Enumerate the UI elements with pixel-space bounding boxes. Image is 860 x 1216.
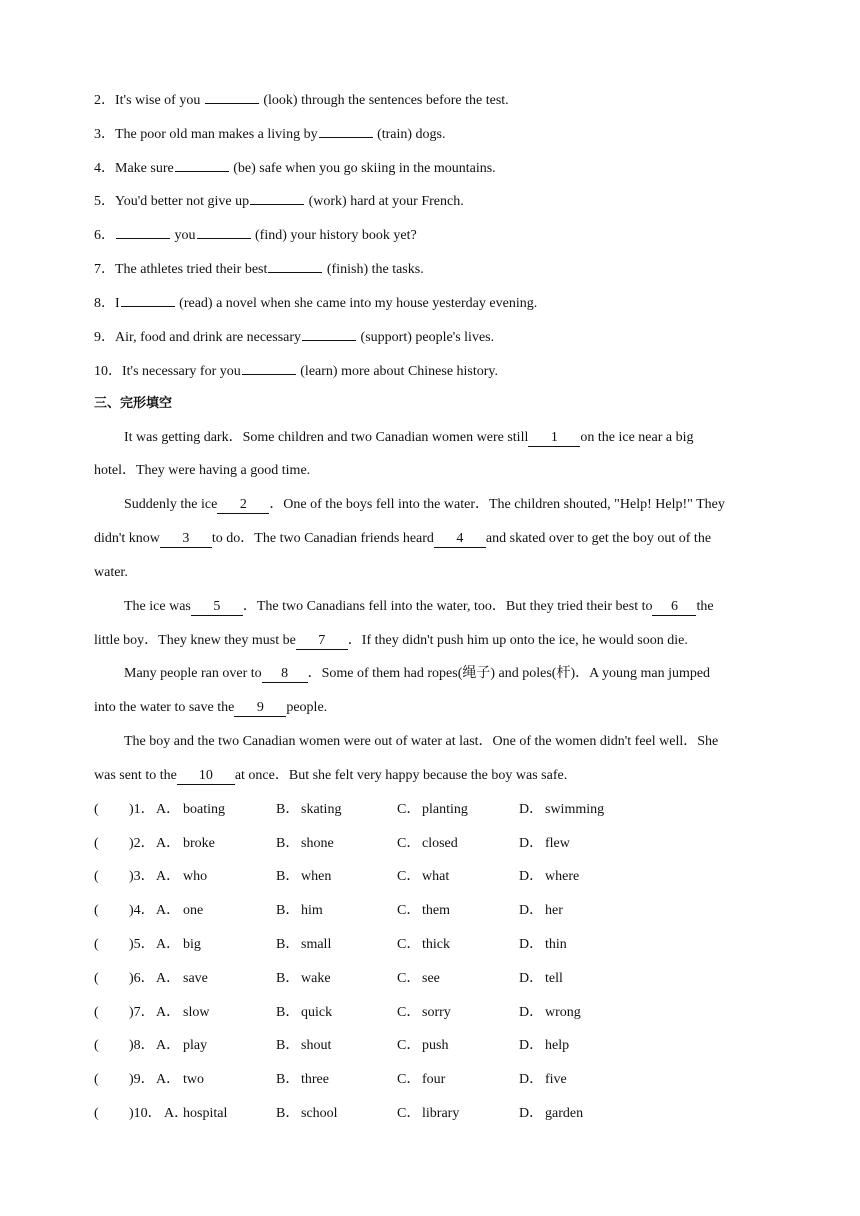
item-text: (look) through the sentences before the test.	[259, 93, 509, 108]
option-a[interactable]: two	[183, 1072, 204, 1087]
answer-box[interactable]	[104, 1070, 126, 1090]
option-b[interactable]: quick	[301, 1005, 333, 1020]
option-letter-a: A．	[156, 1005, 181, 1020]
option-d[interactable]: her	[545, 903, 563, 918]
cloze-blank[interactable]: 4	[434, 531, 486, 548]
cloze-blank[interactable]: 3	[160, 531, 212, 548]
item-text: (train) dogs.	[373, 127, 446, 142]
option-letter-a: A．	[164, 1106, 189, 1121]
item-text: Make sure	[115, 161, 174, 176]
option-letter-b: B．	[276, 869, 300, 884]
option-letter-b: B．	[276, 903, 300, 918]
cloze-blank[interactable]: 6	[652, 599, 696, 616]
item-number: 6．	[94, 228, 115, 243]
answer-paren-open: (	[94, 903, 99, 918]
cloze-blank[interactable]: 2	[217, 497, 269, 514]
passage-text: The ice was	[124, 599, 191, 614]
option-c[interactable]: push	[422, 1038, 449, 1053]
answer-paren-open: (	[94, 1038, 99, 1053]
option-d[interactable]: five	[545, 1072, 567, 1087]
answer-blank[interactable]	[250, 190, 304, 205]
option-letter-a: A．	[156, 971, 181, 986]
passage-text: Suddenly the ice	[124, 497, 218, 512]
option-c[interactable]: library	[422, 1106, 460, 1121]
option-letter-d: D．	[519, 802, 544, 817]
item-text: (read) a novel when she came into my house yesterday evening.	[175, 296, 538, 311]
option-letter-b: B．	[276, 937, 300, 952]
passage-line	[94, 766, 567, 786]
option-letter-d: D．	[519, 1005, 544, 1020]
option-a[interactable]: boating	[183, 802, 225, 817]
item-text: Air, food and drink are necessary	[115, 330, 302, 345]
question-number: )4．	[129, 903, 155, 918]
passage-text: ．Some of them had ropes(绳子) and poles(杆)．A young man jumped	[307, 666, 711, 681]
grammar-item-6	[94, 224, 417, 244]
option-c[interactable]: see	[422, 971, 440, 986]
option-letter-c: C．	[397, 836, 421, 851]
item-number: 7．	[94, 262, 115, 277]
passage-line	[94, 529, 711, 549]
answer-box[interactable]	[104, 834, 126, 854]
option-b[interactable]: him	[301, 903, 323, 918]
option-letter-a: A．	[156, 1038, 181, 1053]
passage-text: on the ice near a big	[580, 430, 694, 445]
item-text: I	[115, 296, 120, 311]
option-d[interactable]: tell	[545, 971, 563, 986]
item-text: (support) people's lives.	[357, 330, 495, 345]
option-letter-d: D．	[519, 1106, 544, 1121]
option-letter-d: D．	[519, 836, 544, 851]
option-letter-b: B．	[276, 836, 300, 851]
item-text: (work) hard at your French.	[305, 194, 464, 209]
option-letter-d: D．	[519, 971, 544, 986]
option-a[interactable]: broke	[183, 836, 215, 851]
grammar-item-3	[94, 123, 446, 143]
answer-box[interactable]	[104, 1003, 126, 1023]
option-d[interactable]: flew	[545, 836, 570, 851]
question-number: )5．	[129, 937, 155, 952]
option-b[interactable]: school	[301, 1106, 338, 1121]
item-number: 9．	[94, 330, 115, 345]
grammar-item-2	[94, 89, 509, 109]
passage-line	[124, 428, 693, 448]
question-number: )6．	[129, 971, 155, 986]
passage-line	[124, 597, 714, 617]
passage-text: ．The two Canadians fell into the water, too．But they tried their best to	[242, 599, 653, 614]
option-a[interactable]: hospital	[183, 1106, 228, 1121]
passage-text: at once．But she felt very happy because the boy was safe.	[234, 768, 568, 783]
option-c[interactable]: thick	[422, 937, 450, 952]
answer-box[interactable]	[104, 935, 126, 955]
passage-line	[94, 563, 128, 583]
answer-box[interactable]	[104, 969, 126, 989]
item-number: 10．	[94, 364, 122, 379]
answer-blank[interactable]	[121, 292, 175, 307]
answer-paren-open: (	[94, 802, 99, 817]
item-text: It's wise of you	[115, 93, 204, 108]
option-letter-d: D．	[519, 937, 544, 952]
option-letter-a: A．	[156, 869, 181, 884]
option-b[interactable]: three	[301, 1072, 329, 1087]
option-letter-c: C．	[397, 1072, 421, 1087]
answer-paren-open: (	[94, 1072, 99, 1087]
grammar-item-10	[94, 360, 498, 380]
item-text: The poor old man makes a living by	[115, 127, 318, 142]
option-a[interactable]: save	[183, 971, 208, 986]
passage-line	[124, 495, 725, 515]
option-letter-b: B．	[276, 1072, 300, 1087]
passage-text: The boy and the two Canadian women were out of water at last．One of the women didn't feel well．She	[124, 734, 719, 749]
option-a[interactable]: slow	[183, 1005, 210, 1020]
item-text: (learn) more about Chinese history.	[296, 364, 499, 379]
passage-text: people.	[286, 700, 328, 715]
passage-text: the	[696, 599, 714, 614]
cloze-blank[interactable]: 1	[528, 430, 580, 447]
option-letter-d: D．	[519, 869, 544, 884]
option-c[interactable]: sorry	[422, 1005, 451, 1020]
option-a[interactable]: one	[183, 903, 204, 918]
item-text: You'd better not give up	[115, 194, 250, 209]
passage-line	[94, 631, 688, 651]
option-letter-c: C．	[397, 802, 421, 817]
section-title: 三、完形填空	[94, 396, 173, 411]
answer-box[interactable]	[104, 1104, 126, 1124]
answer-box[interactable]	[104, 867, 126, 887]
passage-line	[94, 461, 310, 481]
option-d[interactable]: wrong	[545, 1005, 581, 1020]
option-letter-c: C．	[397, 937, 421, 952]
option-letter-c: C．	[397, 1038, 421, 1053]
option-letter-a: A．	[156, 1072, 181, 1087]
item-text: (be) safe when you go skiing in the mountains.	[229, 161, 496, 176]
answer-blank[interactable]	[268, 258, 322, 273]
question-number: )8．	[129, 1038, 155, 1053]
passage-text: into the water to save the	[94, 700, 235, 715]
item-text: you	[171, 228, 196, 243]
answer-paren-open: (	[94, 971, 99, 986]
passage-text: Many people ran over to	[124, 666, 262, 681]
grammar-item-5	[94, 190, 464, 210]
item-text: The athletes tried their best	[115, 262, 268, 277]
passage-text: water.	[94, 565, 128, 580]
option-a[interactable]: big	[183, 937, 201, 952]
option-letter-a: A．	[156, 903, 181, 918]
grammar-item-4	[94, 157, 496, 177]
option-d[interactable]: where	[545, 869, 580, 884]
option-b[interactable]: when	[301, 869, 332, 884]
answer-blank[interactable]	[319, 123, 373, 138]
option-d[interactable]: swimming	[545, 802, 605, 817]
cloze-blank[interactable]: 10	[177, 768, 235, 785]
option-b[interactable]: small	[301, 937, 332, 952]
option-letter-b: B．	[276, 1038, 300, 1053]
option-letter-d: D．	[519, 903, 544, 918]
option-b[interactable]: shout	[301, 1038, 332, 1053]
passage-text: hotel．They were having a good time.	[94, 463, 311, 478]
answer-box[interactable]	[104, 901, 126, 921]
option-letter-c: C．	[397, 1005, 421, 1020]
passage-line	[94, 698, 327, 718]
item-text: (find) your history book yet?	[251, 228, 417, 243]
item-text: It's necessary for you	[122, 364, 241, 379]
option-b[interactable]: shone	[301, 836, 334, 851]
option-a[interactable]: play	[183, 1038, 208, 1053]
option-letter-b: B．	[276, 1005, 300, 1020]
option-c[interactable]: planting	[422, 802, 468, 817]
answer-paren-open: (	[94, 869, 99, 884]
question-number: )10．	[129, 1106, 162, 1121]
option-letter-c: C．	[397, 1106, 421, 1121]
passage-line	[124, 664, 710, 684]
answer-paren-open: (	[94, 1106, 99, 1121]
option-c[interactable]: four	[422, 1072, 446, 1087]
passage-text: to do．The two Canadian friends heard	[211, 531, 434, 546]
option-letter-b: B．	[276, 971, 300, 986]
option-letter-a: A．	[156, 937, 181, 952]
answer-paren-open: (	[94, 836, 99, 851]
answer-blank[interactable]	[175, 157, 229, 172]
option-c[interactable]: closed	[422, 836, 458, 851]
item-text: (finish) the tasks.	[323, 262, 424, 277]
item-number: 8．	[94, 296, 115, 311]
option-d[interactable]: garden	[545, 1106, 584, 1121]
option-a[interactable]: who	[183, 869, 208, 884]
passage-line	[124, 732, 718, 752]
option-d[interactable]: help	[545, 1038, 570, 1053]
question-number: )1．	[129, 802, 155, 817]
passage-text: ．If they didn't push him up onto the ice, he would soon die.	[347, 633, 688, 648]
option-c[interactable]: them	[422, 903, 450, 918]
answer-box[interactable]	[104, 800, 126, 820]
option-letter-c: C．	[397, 903, 421, 918]
option-letter-d: D．	[519, 1038, 544, 1053]
question-number: )9．	[129, 1072, 155, 1087]
passage-text: didn't know	[94, 531, 160, 546]
grammar-item-8	[94, 292, 537, 312]
passage-text: little boy．They knew they must be	[94, 633, 296, 648]
cloze-blank[interactable]: 8	[262, 666, 308, 683]
answer-box[interactable]	[104, 1036, 126, 1056]
option-d[interactable]: thin	[545, 937, 567, 952]
item-number: 4．	[94, 161, 115, 176]
passage-text: and skated over to get the boy out of the	[485, 531, 712, 546]
answer-paren-open: (	[94, 1005, 99, 1020]
passage-text: ．One of the boys fell into the water．The children shouted, "Help! Help!" They	[269, 497, 725, 512]
item-number: 2．	[94, 93, 115, 108]
answer-blank[interactable]	[205, 89, 259, 104]
cloze-blank[interactable]: 5	[191, 599, 243, 616]
option-letter-a: A．	[156, 802, 181, 817]
answer-blank[interactable]	[302, 326, 356, 341]
option-letter-c: C．	[397, 869, 421, 884]
grammar-item-7	[94, 258, 424, 278]
option-letter-d: D．	[519, 1072, 544, 1087]
cloze-blank[interactable]: 9	[234, 700, 286, 717]
option-letter-c: C．	[397, 971, 421, 986]
option-b[interactable]: skating	[301, 802, 342, 817]
item-number: 5．	[94, 194, 115, 209]
option-b[interactable]: wake	[301, 971, 331, 986]
question-number: )3．	[129, 869, 155, 884]
item-number: 3．	[94, 127, 115, 142]
grammar-item-9	[94, 326, 494, 346]
answer-blank[interactable]	[242, 360, 296, 375]
answer-blank[interactable]	[116, 224, 170, 239]
answer-paren-open: (	[94, 937, 99, 952]
question-number: )2．	[129, 836, 155, 851]
answer-blank[interactable]	[197, 224, 251, 239]
passage-text: It was getting dark．Some children and two Canadian women were still	[124, 430, 529, 445]
option-letter-b: B．	[276, 802, 300, 817]
passage-text: was sent to the	[94, 768, 177, 783]
question-number: )7．	[129, 1005, 155, 1020]
option-letter-b: B．	[276, 1106, 300, 1121]
option-letter-a: A．	[156, 836, 181, 851]
option-c[interactable]: what	[422, 869, 450, 884]
cloze-blank[interactable]: 7	[296, 633, 348, 650]
